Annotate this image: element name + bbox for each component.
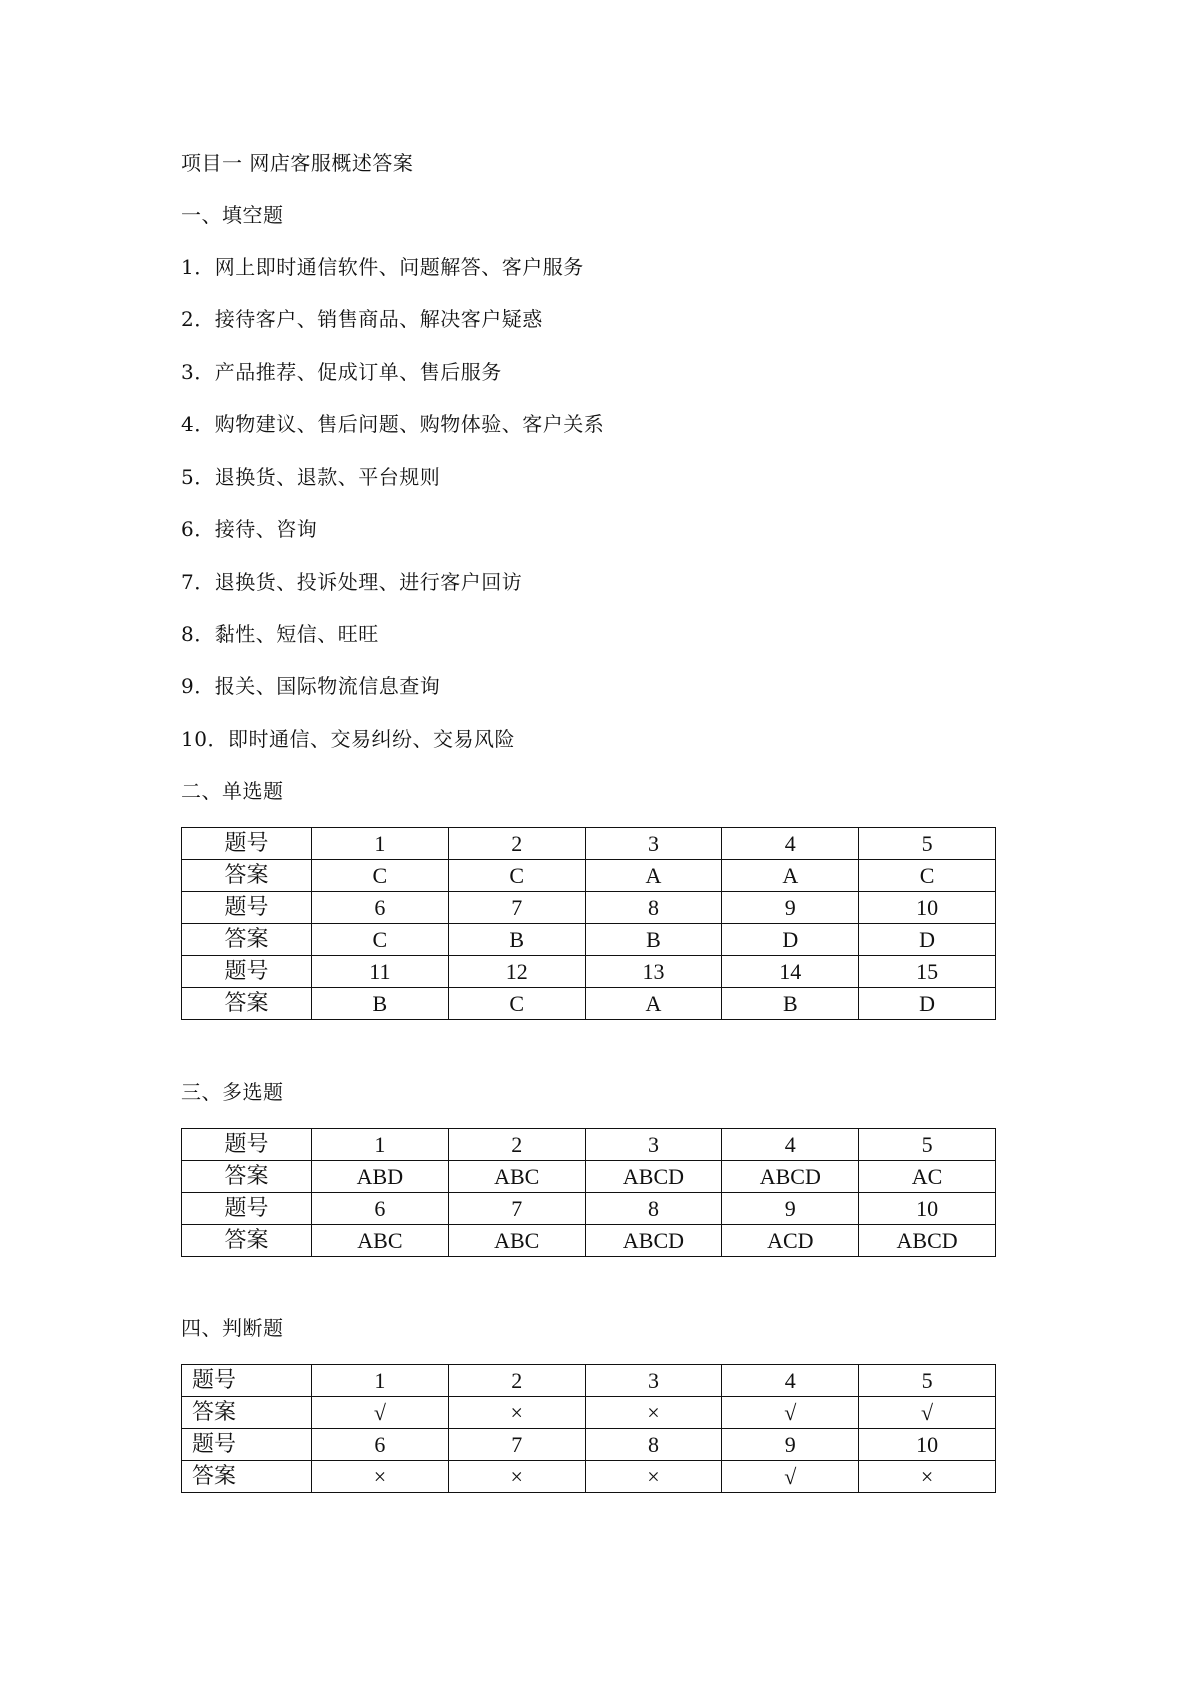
table-cell: 4	[722, 1129, 859, 1161]
section-heading-fill-blank: 一、填空题	[181, 203, 284, 227]
table-cell: 11	[312, 956, 449, 988]
table-cell: 4	[722, 1365, 859, 1397]
table-cell: 2	[448, 1365, 585, 1397]
table-cell: ABC	[312, 1225, 449, 1257]
table-row	[182, 1193, 996, 1225]
table-cell: ABCD	[585, 1225, 722, 1257]
table-cell: 8	[585, 892, 722, 924]
row-label: 答案	[182, 1397, 312, 1429]
cross-mark-cell: ×	[448, 1461, 585, 1493]
table-cell: 8	[585, 1193, 722, 1225]
table-cell: B	[448, 924, 585, 956]
table-cell: 9	[722, 892, 859, 924]
cross-mark-cell: ×	[448, 1397, 585, 1429]
table-row	[182, 1129, 996, 1161]
table-cell: 10	[859, 1429, 996, 1461]
table-cell: 10	[859, 892, 996, 924]
table-cell: 1	[312, 1365, 449, 1397]
table-cell: 10	[859, 1193, 996, 1225]
table-cell: 6	[312, 1429, 449, 1461]
fill-blank-item: 3．产品推荐、促成订单、售后服务	[181, 360, 502, 384]
table-cell: 1	[312, 828, 449, 860]
row-label: 题号	[182, 956, 312, 988]
table-cell: 8	[585, 1429, 722, 1461]
table-cell: 14	[722, 956, 859, 988]
table-cell: 5	[859, 1129, 996, 1161]
table-row	[182, 1461, 996, 1493]
table-row	[182, 956, 996, 988]
table-cell: ABCD	[722, 1161, 859, 1193]
table-cell: ABC	[448, 1225, 585, 1257]
fill-blank-item: 1．网上即时通信软件、问题解答、客户服务	[181, 255, 584, 279]
table-cell: B	[585, 924, 722, 956]
fill-blank-item: 8．黏性、短信、旺旺	[181, 622, 379, 646]
table-cell: C	[448, 988, 585, 1020]
table-cell: AC	[859, 1161, 996, 1193]
table-cell: 9	[722, 1193, 859, 1225]
fill-blank-item: 6．接待、咨询	[181, 517, 318, 541]
row-label: 答案	[182, 924, 312, 956]
table-cell: D	[859, 924, 996, 956]
cross-mark-cell: ×	[585, 1461, 722, 1493]
single-choice-answer-table	[181, 827, 996, 1020]
table-cell: 7	[448, 1193, 585, 1225]
table-cell: 6	[312, 1193, 449, 1225]
table-cell: C	[312, 924, 449, 956]
table-cell: C	[448, 860, 585, 892]
table-cell: ABC	[448, 1161, 585, 1193]
table-cell: ABD	[312, 1161, 449, 1193]
true-false-answer-table	[181, 1364, 996, 1493]
table-cell: 5	[859, 1365, 996, 1397]
table-row	[182, 988, 996, 1020]
fill-blank-item: 7．退换货、投诉处理、进行客户回访	[181, 570, 523, 594]
table-cell: ABCD	[585, 1161, 722, 1193]
section-heading-true-false: 四、判断题	[181, 1316, 284, 1340]
multiple-choice-answer-table	[181, 1128, 996, 1257]
table-cell: 15	[859, 956, 996, 988]
table-row	[182, 1161, 996, 1193]
table-cell: 2	[448, 1129, 585, 1161]
table-cell: 7	[448, 892, 585, 924]
table-cell: 9	[722, 1429, 859, 1461]
fill-blank-item: 4．购物建议、售后问题、购物体验、客户关系	[181, 412, 605, 436]
table-row	[182, 828, 996, 860]
check-mark-cell: √	[312, 1397, 449, 1429]
row-label: 题号	[182, 892, 312, 924]
table-cell: ABCD	[859, 1225, 996, 1257]
row-label: 题号	[182, 1193, 312, 1225]
row-label: 答案	[182, 1225, 312, 1257]
table-row	[182, 860, 996, 892]
table-cell: D	[859, 988, 996, 1020]
table-cell: 5	[859, 828, 996, 860]
row-label: 题号	[182, 1365, 312, 1397]
row-label: 答案	[182, 1461, 312, 1493]
row-label: 答案	[182, 1161, 312, 1193]
cross-mark-cell: ×	[585, 1397, 722, 1429]
row-label: 答案	[182, 860, 312, 892]
fill-blank-item: 9．报关、国际物流信息查询	[181, 674, 441, 698]
document-title: 项目一 网店客服概述答案	[181, 151, 414, 175]
fill-blank-item: 10．即时通信、交易纠纷、交易风险	[181, 727, 515, 751]
fill-blank-item: 2．接待客户、销售商品、解决客户疑惑	[181, 307, 543, 331]
table-row	[182, 1429, 996, 1461]
table-row	[182, 1225, 996, 1257]
table-row	[182, 924, 996, 956]
check-mark-cell: √	[722, 1461, 859, 1493]
table-cell: 3	[585, 828, 722, 860]
table-cell: 12	[448, 956, 585, 988]
row-label: 题号	[182, 1129, 312, 1161]
table-cell: B	[312, 988, 449, 1020]
table-cell: 13	[585, 956, 722, 988]
section-heading-multiple-choice: 三、多选题	[181, 1080, 284, 1104]
row-label: 题号	[182, 1429, 312, 1461]
table-cell: 6	[312, 892, 449, 924]
table-cell: 3	[585, 1129, 722, 1161]
table-cell: ACD	[722, 1225, 859, 1257]
section-heading-single-choice: 二、单选题	[181, 779, 284, 803]
row-label: 题号	[182, 828, 312, 860]
table-cell: 7	[448, 1429, 585, 1461]
table-cell: 4	[722, 828, 859, 860]
table-cell: A	[585, 988, 722, 1020]
table-cell: B	[722, 988, 859, 1020]
cross-mark-cell: ×	[859, 1461, 996, 1493]
table-cell: A	[585, 860, 722, 892]
table-row	[182, 1365, 996, 1397]
table-cell: C	[859, 860, 996, 892]
row-label: 答案	[182, 988, 312, 1020]
table-cell: D	[722, 924, 859, 956]
table-cell: C	[312, 860, 449, 892]
cross-mark-cell: ×	[312, 1461, 449, 1493]
check-mark-cell: √	[859, 1397, 996, 1429]
table-cell: 3	[585, 1365, 722, 1397]
check-mark-cell: √	[722, 1397, 859, 1429]
table-row	[182, 1397, 996, 1429]
table-cell: 1	[312, 1129, 449, 1161]
fill-blank-item: 5．退换货、退款、平台规则	[181, 465, 441, 489]
table-row	[182, 892, 996, 924]
table-cell: 2	[448, 828, 585, 860]
table-cell: A	[722, 860, 859, 892]
